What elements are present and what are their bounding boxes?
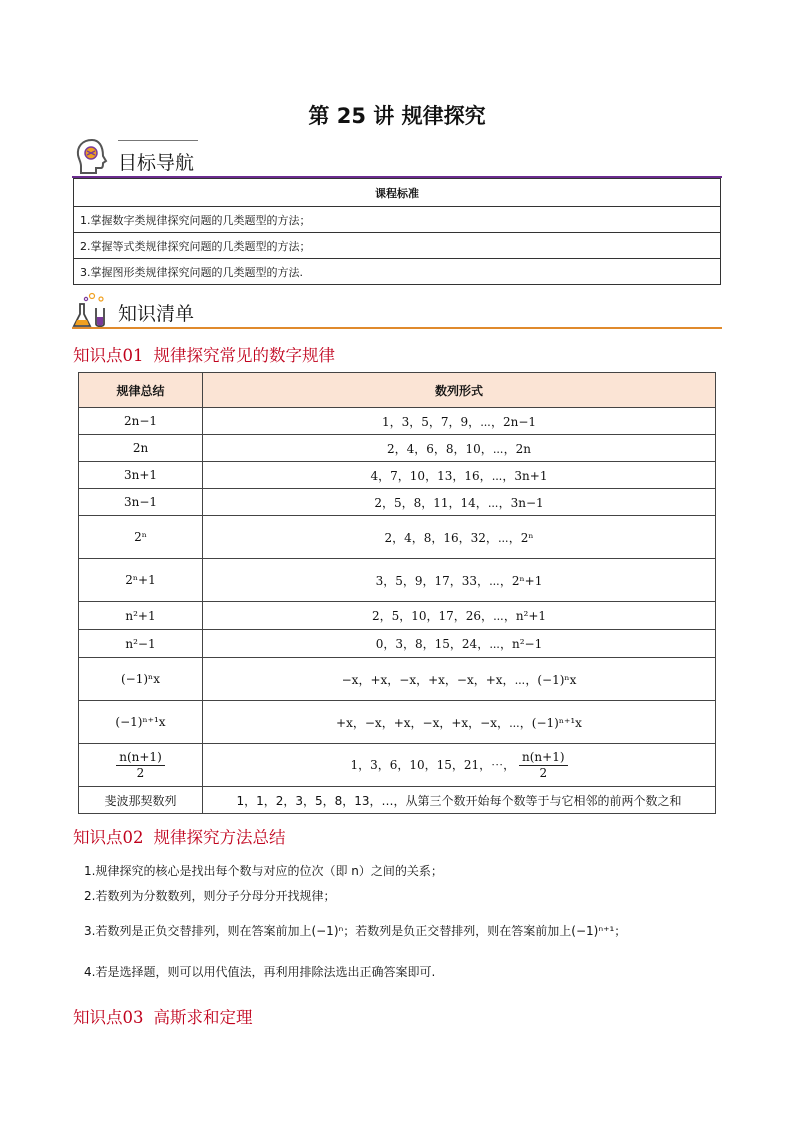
rule-cell: 2n−1 — [79, 408, 203, 435]
rule-cell: (−1)ⁿx — [79, 658, 203, 701]
kp2-title — [73, 824, 286, 848]
number-rules-table — [78, 372, 716, 814]
sequence-cell: 1，1，2，3，5，8，13，…，从第三个数开始每个数等于与它相邻的前两个数之和 — [203, 787, 716, 814]
rule-cell: 2ⁿ+1 — [79, 559, 203, 602]
sequence-cell: 2，4，6，8，10，⋯，2n — [203, 435, 716, 462]
brain-head-icon — [72, 136, 112, 176]
rule-cell: 2ⁿ — [79, 516, 203, 559]
method-item: 2.若数列为分数数列，则分子分母分开找规律； — [84, 889, 336, 903]
sequence-cell: 0，3，8，15，24，⋯，n²−1 — [203, 630, 716, 658]
rule-cell: 3n−1 — [79, 489, 203, 516]
goals-section-label: 目标导航 — [118, 152, 195, 174]
rule-cell: (−1)ⁿ⁺¹x — [79, 701, 203, 744]
goal-item: 3.掌握图形类规律探究问题的几类题型的方法. — [74, 259, 721, 285]
knowledge-section-label: 知识清单 — [118, 303, 195, 325]
page-title: 第 25 讲 规律探究 — [308, 104, 486, 128]
kp1-text: 规律探究常见的数字规律 — [153, 346, 335, 365]
kp3-number: 知识点03 — [73, 1008, 144, 1027]
sequence-cell: 1，3，5，7，9，⋯，2n−1 — [203, 408, 716, 435]
knowledge-section-header — [72, 290, 722, 330]
kp3-text: 高斯求和定理 — [153, 1008, 253, 1027]
sequence-cell: 4，7，10，13，16，⋯，3n+1 — [203, 462, 716, 489]
fraction-denominator: 2 — [539, 765, 548, 780]
sequence-cell: 2，4，8，16，32，⋯，2ⁿ — [203, 516, 716, 559]
rule-cell: 斐波那契数列 — [79, 787, 203, 814]
kp1-title — [73, 342, 335, 366]
goals-section-header — [72, 136, 722, 178]
method-item: 1.规律探究的核心是找出每个数与对应的位次（即 n）之间的关系； — [84, 864, 443, 878]
orange-rule — [72, 327, 722, 329]
col-header-rule: 规律总结 — [79, 373, 203, 408]
fraction-numerator: n(n+1) — [519, 750, 568, 766]
rule-cell: 3n+1 — [79, 462, 203, 489]
goals-table-header: 课程标准 — [74, 179, 721, 207]
kp2-text: 规律探究方法总结 — [153, 828, 286, 847]
fraction-numerator: n(n+1) — [116, 750, 165, 766]
sequence-cell — [203, 744, 716, 787]
col-header-sequence: 数列形式 — [203, 373, 716, 408]
goals-table — [73, 178, 721, 285]
method-item: 4.若是选择题，则可以用代值法，再利用排除法选出正确答案即可. — [84, 965, 436, 979]
kp3-title — [73, 1004, 253, 1028]
sequence-cell: 2，5，10，17，26，⋯，n²+1 — [203, 602, 716, 630]
sequence-cell: −x，+x，−x，+x，−x，+x，⋯，(−1)ⁿx — [203, 658, 716, 701]
sequence-cell: +x，−x，+x，−x，+x，−x，⋯，(−1)ⁿ⁺¹x — [203, 701, 716, 744]
fraction-denominator: 2 — [136, 765, 145, 780]
goal-item: 2.掌握等式类规律探究问题的几类题型的方法； — [74, 233, 721, 259]
kp2-number: 知识点02 — [73, 828, 144, 847]
goal-item: 1.掌握数字类规律探究问题的几类题型的方法； — [74, 207, 721, 233]
rule-cell: n²+1 — [79, 602, 203, 630]
lab-flask-icon — [72, 290, 112, 330]
sequence-text: 1，3，6，10，15，21，⋯， — [350, 757, 516, 772]
header-top-rule — [118, 140, 198, 141]
rule-cell: n²−1 — [79, 630, 203, 658]
method-item: 3.若数列是正负交替排列，则在答案前加上(−1)ⁿ；若数列是负正交替排列，则在答案前加上(−1)ⁿ⁺¹； — [84, 924, 627, 938]
rule-cell: 2n — [79, 435, 203, 462]
rule-cell — [79, 744, 203, 787]
sequence-cell: 3，5，9，17，33，⋯，2ⁿ+1 — [203, 559, 716, 602]
fraction — [116, 750, 165, 781]
fraction — [519, 750, 568, 781]
sequence-cell: 2，5，8，11，14，⋯，3n−1 — [203, 489, 716, 516]
kp1-number: 知识点01 — [73, 346, 144, 365]
